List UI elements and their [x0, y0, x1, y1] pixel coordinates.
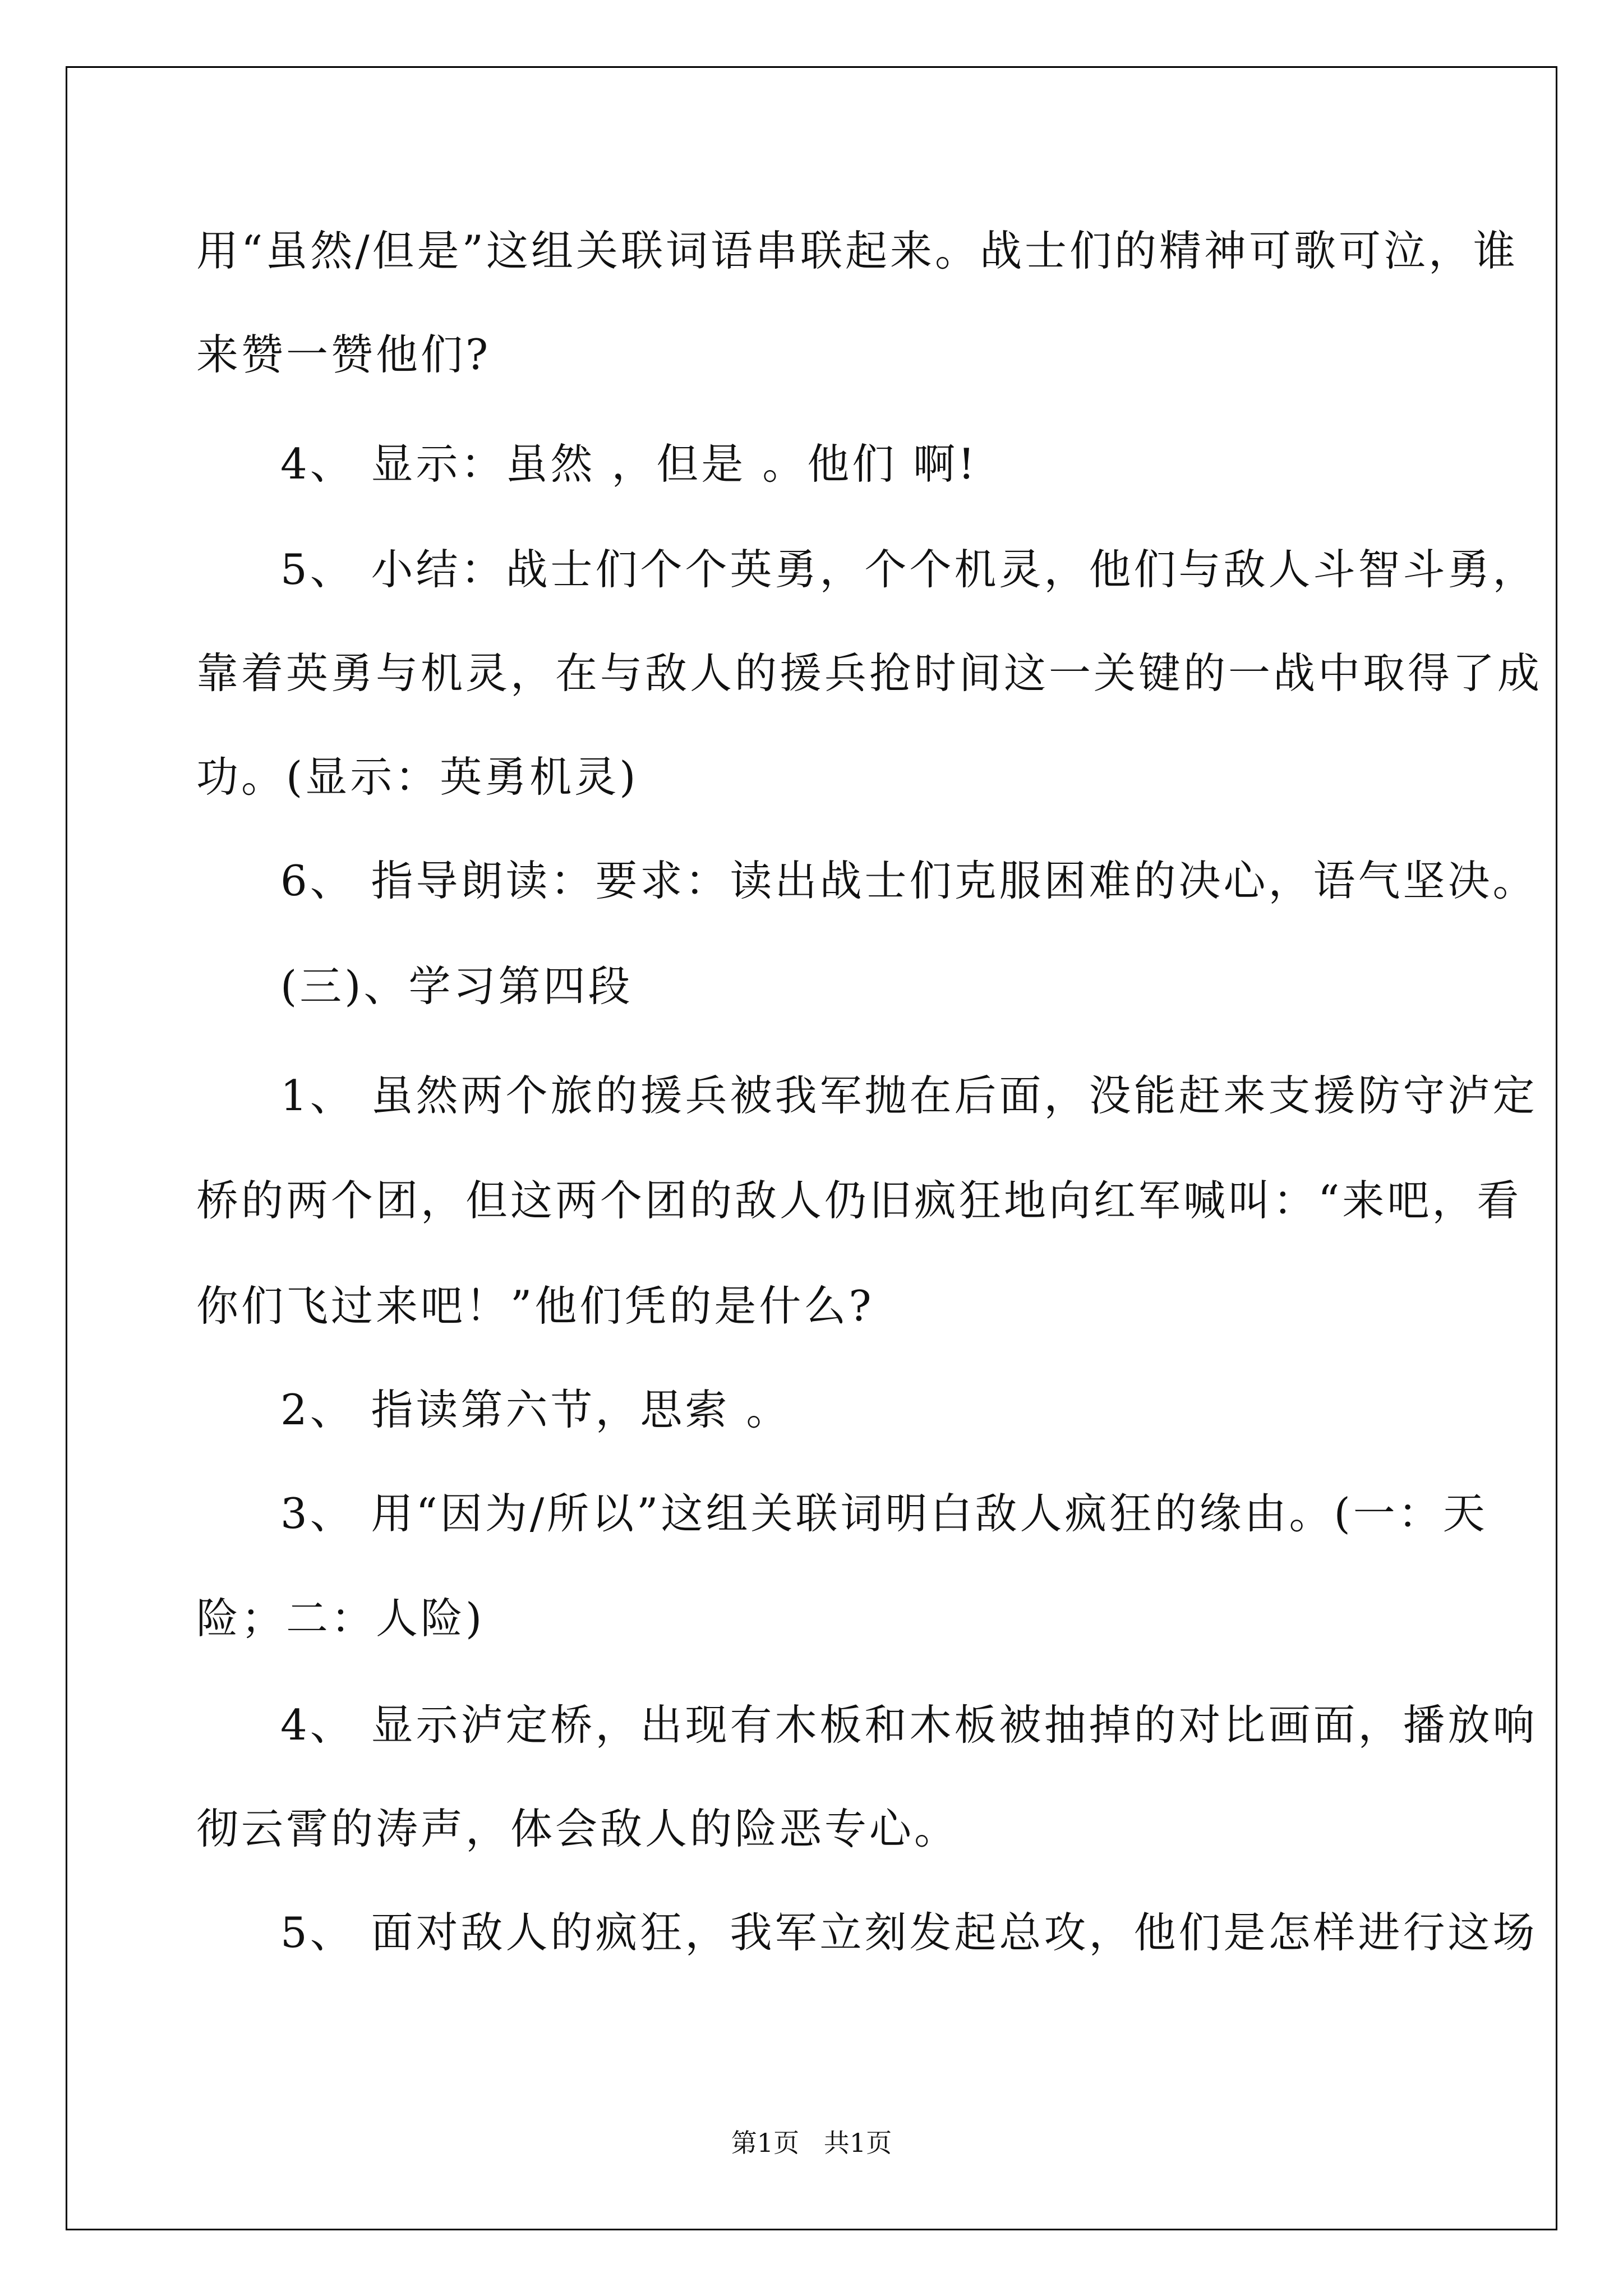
paragraph-line: 1、 虽然两个旅的援兵被我军抛在后面，没能赶来支援防守泸定 [280, 1071, 1538, 1120]
paragraph-line: 险；二：人险) [196, 1594, 485, 1643]
section-heading: (三)、学习第四段 [280, 961, 633, 1011]
paragraph-line: 5、 面对敌人的疯狂，我军立刻发起总攻，他们是怎样进行这场 [280, 1908, 1538, 1957]
paragraph-line: 3、 用“因为/所以”这组关联词明白敌人疯狂的缘由。(一：天 [280, 1489, 1488, 1538]
page-border [66, 66, 1557, 2230]
paragraph-line: 4、 显示泸定桥，出现有木板和木板被抽掉的对比画面，播放响 [280, 1700, 1538, 1750]
paragraph-line: 4、 显示：虽然 ，但是 。他们 啊! [280, 439, 978, 489]
paragraph-line: 用“虽然/但是”这组关联词语串联起来。战士们的精神可歌可泣，谁 [196, 226, 1518, 275]
paragraph-line: 桥的两个团，但这两个团的敌人仍旧疯狂地向红军喊叫：“来吧，看 [196, 1176, 1522, 1225]
paragraph-line: 来赞一赞他们? [196, 330, 491, 379]
page-number-footer: 第1页 共1页 [731, 2128, 892, 2158]
paragraph-line: 2、 指读第六节，思索 。 [280, 1385, 791, 1434]
paragraph-line: 5、 小结：战士们个个英勇，个个机灵，他们与敌人斗智斗勇， [280, 545, 1538, 594]
paragraph-line: 彻云霄的涛声，体会敌人的险恶专心。 [196, 1804, 960, 1853]
paragraph-line: 功。(显示：英勇机灵) [196, 752, 639, 802]
paragraph-line: 你们飞过来吧！”他们凭的是什么? [196, 1281, 874, 1331]
paragraph-line: 6、 指导朗读：要求：读出战士们克服困难的决心，语气坚决。 [280, 856, 1538, 905]
paragraph-line: 靠着英勇与机灵，在与敌人的援兵抢时间这一关键的一战中取得了成 [196, 648, 1543, 698]
